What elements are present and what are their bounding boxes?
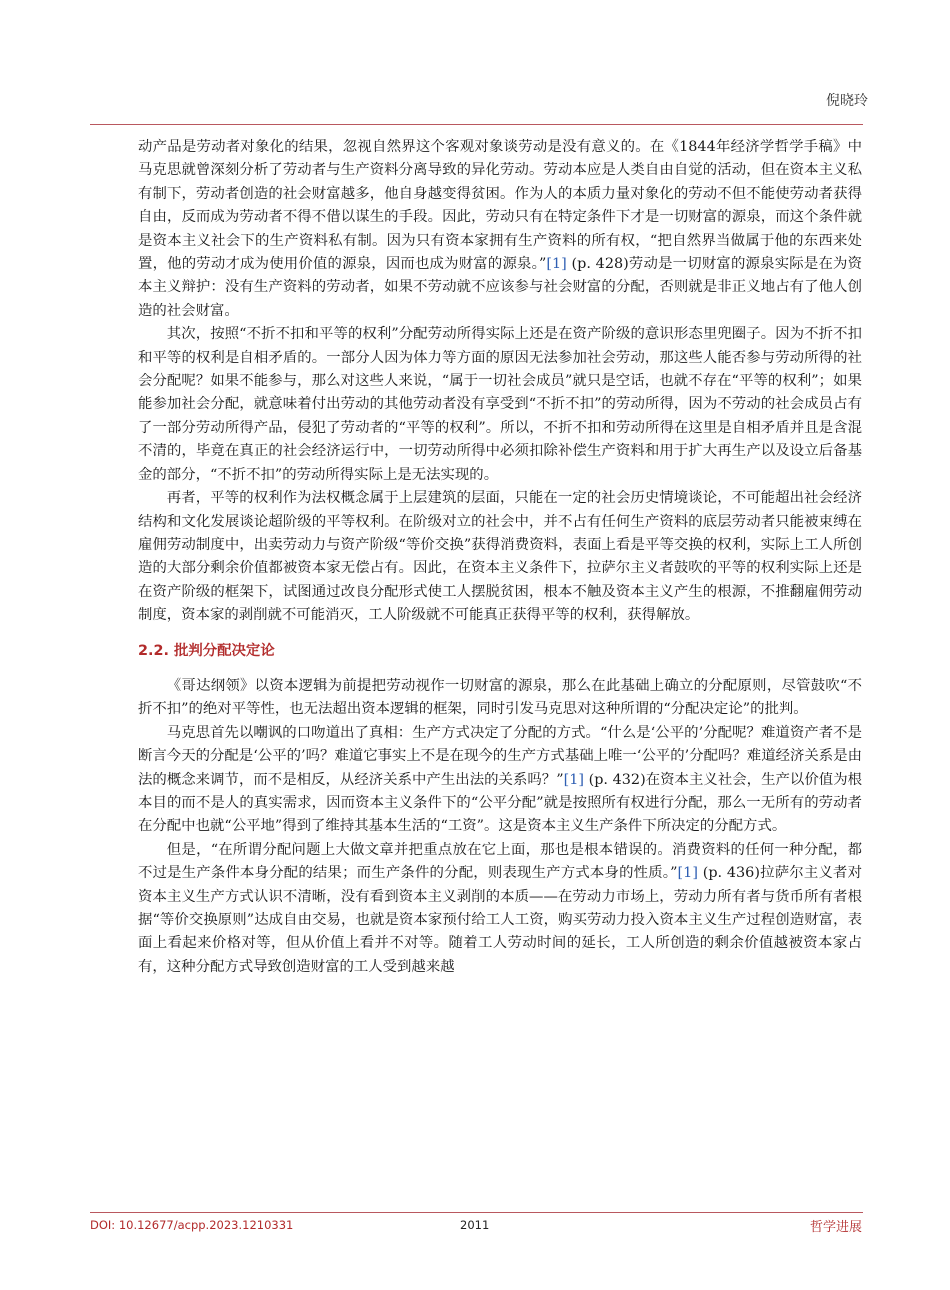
body-paragraph bbox=[138, 839, 862, 979]
body-paragraph: 再者，平等的权利作为法权概念属于上层建筑的层面，只能在一定的社会历史情境谈论，不可能超出社会经济结构和文化发展谈论超阶级的平等权利。在阶级对立的社会中，并不占有任何生产资料的底层劳动者只能被束缚在雇佣劳动制度中，出卖劳动力与资产阶级“等价交换”获得消费资料，表面上看是平等交换的权利，实际上工人所创造的大部分剩余价值都被资本家无偿占有。因此，在资本主义条件下，拉萨尔主义者鼓吹的平等的权利实际上还是在资产阶级的框架下，试图通过改良分配形式使工人摆脱贫困，根本不触及资本主义产生的根源，不推翻雇佣劳动制度，资本家的剥削就不可能消灭，工人阶级就不可能真正获得平等的权利，获得解放。 bbox=[138, 490, 862, 624]
section-heading: 2.2. 批判分配决定论 bbox=[138, 642, 275, 659]
paragraph-text: 动产品是劳动者对象化的结果，忽视自然界这个客观对象谈劳动是没有意义的。在《1844年经济学哲学手稿》中马克思就曾深刻分析了劳动者与生产资料分离导致的异化劳动。劳动本应是人类自由自觉的活动，但在资本主义私有制下，劳动者创造的社会财富越多，他自身越变得贫困。作为人的本质力量对象化的劳动不但不能使劳动者获得自由，反而成为劳动者不得不借以谋生的手段。因此，劳动只有在特定条件下才是一切财富的源泉，而这个条件就是资本主义社会下的生产资料私有制。因为只有资本家拥有生产资料的所有权，“把自然界当做属于他的东西来处置，他的劳动才成为使用价值的源泉，因而也成为财富的源泉。” bbox=[138, 139, 862, 273]
body-paragraph: 《哥达纲领》以资本逻辑为前提把劳动视作一切财富的源泉，那么在此基础上确立的分配原则，尽管鼓吹“不折不扣”的绝对平等性，也无法超出资本逻辑的框架，同时引发马克思对这种所谓的“分配决定论”的批判。 bbox=[138, 677, 862, 718]
paragraph-text: 马克思首先以嘲讽的口吻道出了真相：生产方式决定了分配的方式。“什么是‘公平的’分配呢？难道资产者不是断言今天的分配是‘公平的’吗？难道它事实上不是在现今的生产方式基础上唯一‘公平的’分配吗？难道经济关系是由法的概念来调节，而不是相反，从经济关系中产生出法的关系吗？” bbox=[138, 724, 862, 788]
body-paragraph bbox=[138, 136, 862, 323]
paragraph-text: 但是，“在所谓分配问题上大做文章并把重点放在它上面，那也是根本错误的。消费资料的任何一种分配，都不过是生产条件本身分配的结果；而生产条件的分配，则表现生产方式本身的性质。” bbox=[138, 841, 862, 882]
footer-doi[interactable]: DOI: 10.12677/acpp.2023.1210331 bbox=[90, 1218, 294, 1232]
body-paragraph bbox=[138, 722, 862, 839]
page-number: 2011 bbox=[460, 1218, 490, 1232]
running-header-author: 倪晓玲 bbox=[826, 93, 868, 109]
header-divider bbox=[90, 124, 863, 125]
footer-divider bbox=[90, 1212, 863, 1213]
citation-link[interactable]: [1] bbox=[546, 256, 567, 273]
body-paragraph: 其次，按照“不折不扣和平等的权利”分配劳动所得实际上还是在资产阶级的意识形态里兜圈子。因为不折不扣和平等的权利是自相矛盾的。一部分人因为体力等方面的原因无法参加社会劳动，那这些人能否参与劳动所得的社会分配呢？如果不能参与，那么对这些人来说，“属于一切社会成员”就只是空话，也就不存在“平等的权利”；如果能参加社会分配，就意味着付出劳动的其他劳动者没有享受到“不折不扣”的劳动所得，因为不劳动的社会成员占有了一部分劳动所得产品，侵犯了劳动者的“平等的权利”。所以，不折不扣和劳动所得在这里是自相矛盾并且是含混不清的，毕竟在真正的社会经济运行中，一切劳动所得中必须扣除补偿生产资料和用于扩大再生产以及设立后备基金的部分，“不折不扣”的劳动所得实际上是无法实现的。 bbox=[138, 326, 862, 483]
paragraph-text: (p. 436)拉萨尔主义者对资本主义生产方式认识不清晰，没有看到资本主义剥削的本质——在劳动力市场上，劳动力所有者与货币所有者根据“等价交换原则”达成自由交易，也就是资本家预付给工人工资，购买劳动力投入资本主义生产过程创造财富，表面上看起来价格对等，但从价值上看并不对等。随着工人劳动时间的延长，工人所创造的剩余价值越被资本家占有，这种分配方式导致创造财富的工人受到越来越 bbox=[138, 865, 862, 975]
paragraph-text: (p. 432)在资本主义社会，生产以价值为根本目的而不是人的真实需求，因而资本主义条件下的“公平分配”就是按照所有权进行分配，那么一无所有的劳动者在分配中也就“公平地”得到了维持其基本生活的“工资”。这是资本主义生产条件下所决定的分配方式。 bbox=[138, 771, 863, 835]
paragraph-text: (p. 428)劳动是一切财富的源泉实际是在为资本主义辩护：没有生产资料的劳动者，如果不劳动就不应该参与社会财富的分配，否则就是非正义地占有了他人创造的社会财富。 bbox=[138, 256, 862, 319]
journal-name: 哲学进展 bbox=[809, 1220, 862, 1235]
article-body bbox=[138, 136, 862, 979]
citation-link[interactable]: [1] bbox=[563, 771, 584, 788]
citation-link[interactable]: [1] bbox=[677, 865, 698, 882]
